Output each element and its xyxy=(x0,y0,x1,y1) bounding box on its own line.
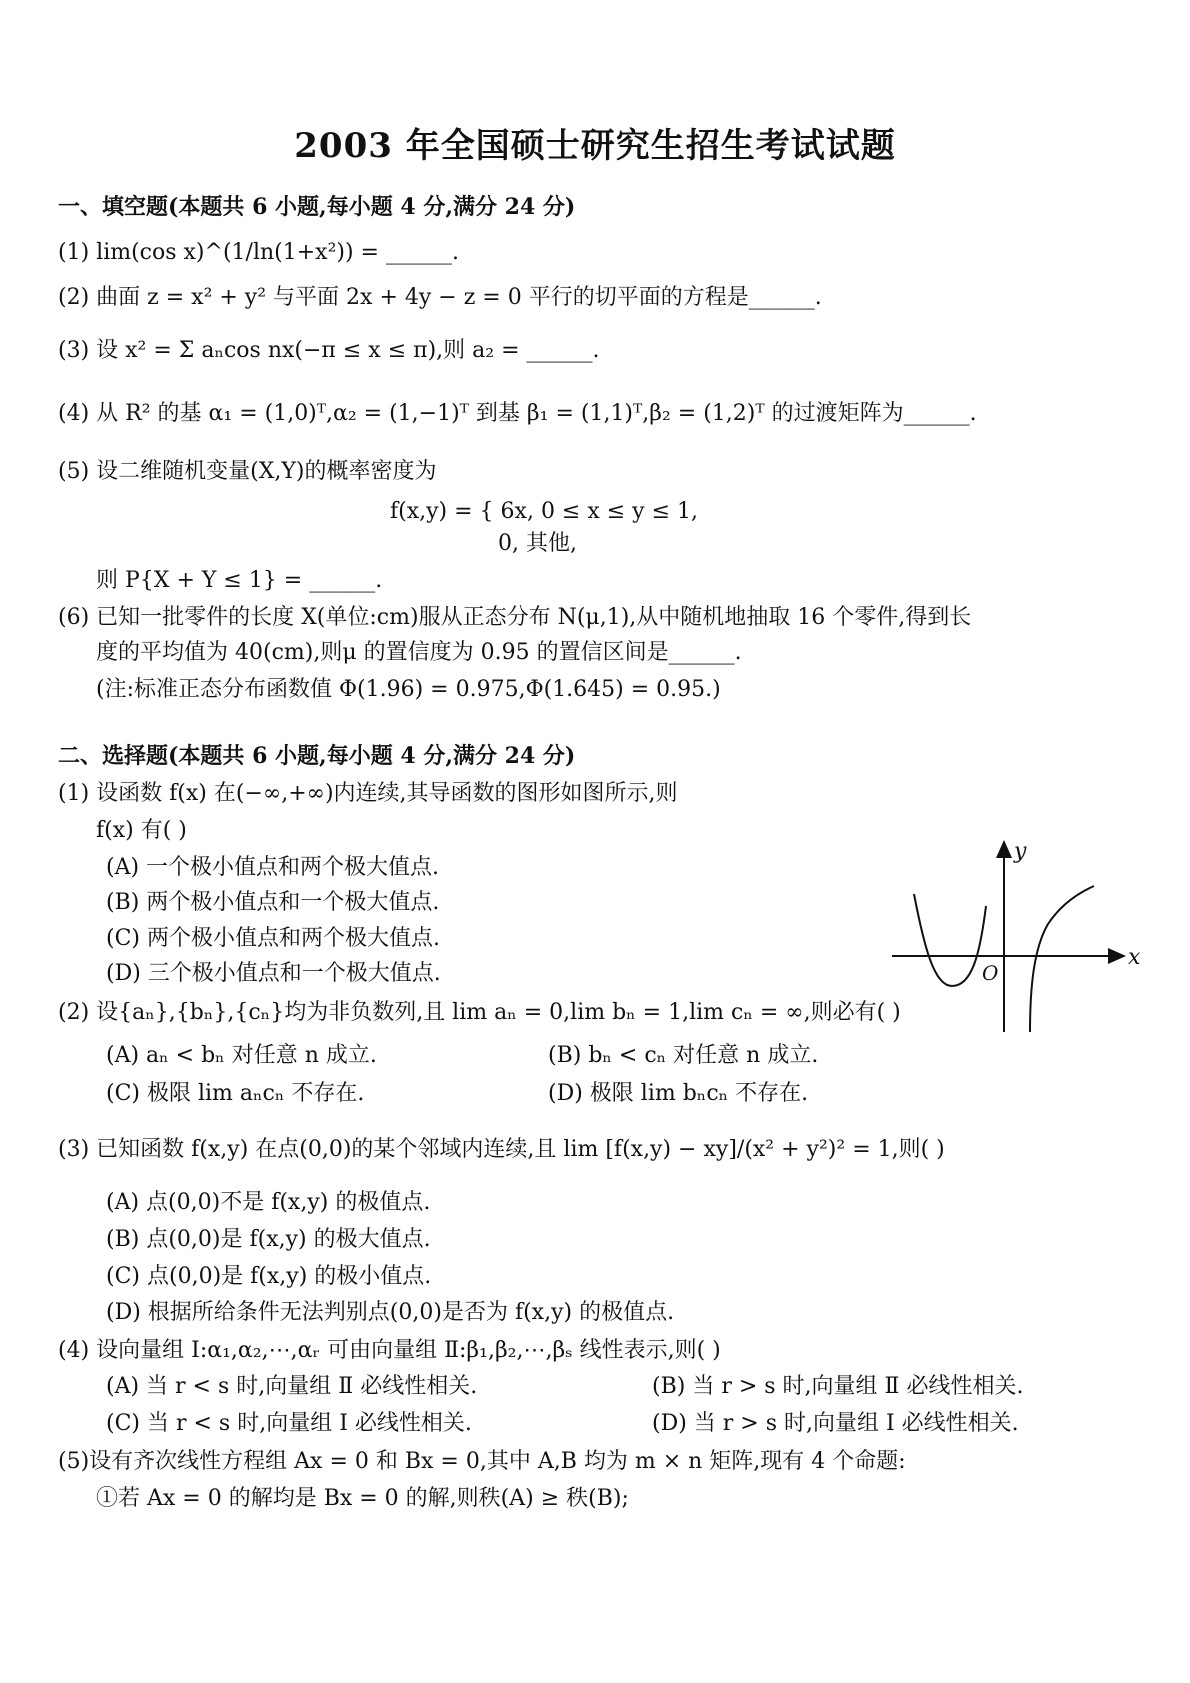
s2-question-3-stem: (3) 已知函数 f(x,y) 在点(0,0)的某个邻域内连续,且 lim [f(x,y) − xy]/(x² + y²)² = 1,则( ) xyxy=(58,1137,945,1162)
s1-question-3: (3) 设 x² = Σ aₙcos nx(−π ≤ x ≤ π),则 a₂ = ______. xyxy=(58,338,600,363)
s2-q1-option-b: (B) 两个极小值点和一个极大值点. xyxy=(106,890,440,915)
s2-question-1-line-1: (1) 设函数 f(x) 在(−∞,+∞)内连续,其导函数的图形如图所示,则 xyxy=(58,781,678,806)
s2-q1-option-a: (A) 一个极小值点和两个极大值点. xyxy=(106,855,440,880)
graph-x-label: x xyxy=(1128,945,1140,970)
s2-q2-option-a: (A) aₙ < bₙ 对任意 n 成立. xyxy=(106,1043,377,1068)
graph-y-label: y xyxy=(1014,839,1027,864)
derivative-curve-right xyxy=(1030,886,1094,1032)
s2-q1-option-d: (D) 三个极小值点和一个极大值点. xyxy=(106,961,441,986)
s1-question-6-note: (注:标准正态分布函数值 Φ(1.96) = 0.975,Φ(1.645) = 0.95.) xyxy=(96,677,721,702)
s2-q1-option-c: (C) 两个极小值点和两个极大值点. xyxy=(106,926,440,951)
derivative-curve-left xyxy=(914,894,986,986)
s2-q4-option-d: (D) 当 r > s 时,向量组 Ⅰ 必线性相关. xyxy=(652,1411,1019,1436)
s2-q3-option-a: (A) 点(0,0)不是 f(x,y) 的极值点. xyxy=(106,1190,431,1215)
section-2-header: 二、选择题(本题共 6 小题,每小题 4 分,满分 24 分) xyxy=(58,743,576,769)
s2-q2-option-c: (C) 极限 lim aₙcₙ 不存在. xyxy=(106,1081,365,1106)
s1-question-4: (4) 从 R² 的基 α₁ = (1,0)ᵀ,α₂ = (1,−1)ᵀ 到基 β₁ = (1,1)ᵀ,β₂ = (1,2)ᵀ 的过渡矩阵为______. xyxy=(58,401,977,426)
s1-question-5-case-1: f(x,y) = { 6x, 0 ≤ x ≤ y ≤ 1, xyxy=(390,499,699,524)
s2-question-4-stem: (4) 设向量组 Ⅰ:α₁,α₂,⋯,αᵣ 可由向量组 Ⅱ:β₁,β₂,⋯,βₛ 线性表示,则( ) xyxy=(58,1338,721,1363)
s2-q3-option-c: (C) 点(0,0)是 f(x,y) 的极小值点. xyxy=(106,1264,432,1289)
s2-question-1-line-2: f(x) 有( ) xyxy=(96,818,187,843)
s2-q5-item-1: ①若 Ax = 0 的解均是 Bx = 0 的解,则秩(A) ≥ 秩(B); xyxy=(96,1486,629,1511)
section-1-header: 一、填空题(本题共 6 小题,每小题 4 分,满分 24 分) xyxy=(58,194,576,220)
s1-question-6-line-1: (6) 已知一批零件的长度 X(单位:cm)服从正态分布 N(μ,1),从中随机地抽取 16 个零件,得到长 xyxy=(58,605,972,630)
s2-q2-option-d: (D) 极限 lim bₙcₙ 不存在. xyxy=(548,1081,809,1106)
s1-question-1: (1) lim(cos x)^(1/ln(1+x²)) = ______. xyxy=(58,240,459,265)
s2-q2-option-b: (B) bₙ < cₙ 对任意 n 成立. xyxy=(548,1043,819,1068)
s1-question-5-case-2: 0, 其他, xyxy=(498,531,577,556)
s2-q3-option-d: (D) 根据所给条件无法判别点(0,0)是否为 f(x,y) 的极值点. xyxy=(106,1300,675,1325)
derivative-graph xyxy=(880,836,1140,1050)
s1-question-5-ask: 则 P{X + Y ≤ 1} = ______. xyxy=(96,568,383,593)
s2-q4-option-b: (B) 当 r > s 时,向量组 Ⅱ 必线性相关. xyxy=(652,1374,1024,1399)
s2-q3-option-b: (B) 点(0,0)是 f(x,y) 的极大值点. xyxy=(106,1227,431,1252)
graph-origin-label: O xyxy=(982,961,999,985)
page-title: 2003 年全国硕士研究生招生考试试题 xyxy=(294,126,896,166)
s1-question-2: (2) 曲面 z = x² + y² 与平面 2x + 4y − z = 0 平行的切平面的方程是______. xyxy=(58,285,822,310)
s2-q4-option-a: (A) 当 r < s 时,向量组 Ⅱ 必线性相关. xyxy=(106,1374,478,1399)
s2-question-2-stem: (2) 设{aₙ},{bₙ},{cₙ}均为非负数列,且 lim aₙ = 0,lim bₙ = 1,lim cₙ = ∞,则必有( ) xyxy=(58,1000,901,1025)
s1-question-5-intro: (5) 设二维随机变量(X,Y)的概率密度为 xyxy=(58,459,437,484)
s1-question-6-line-2: 度的平均值为 40(cm),则μ 的置信度为 0.95 的置信区间是______. xyxy=(96,640,742,665)
s2-q4-option-c: (C) 当 r < s 时,向量组 Ⅰ 必线性相关. xyxy=(106,1411,472,1436)
s2-question-5-stem: (5)设有齐次线性方程组 Ax = 0 和 Bx = 0,其中 A,B 均为 m × n 矩阵,现有 4 个命题: xyxy=(58,1449,906,1474)
